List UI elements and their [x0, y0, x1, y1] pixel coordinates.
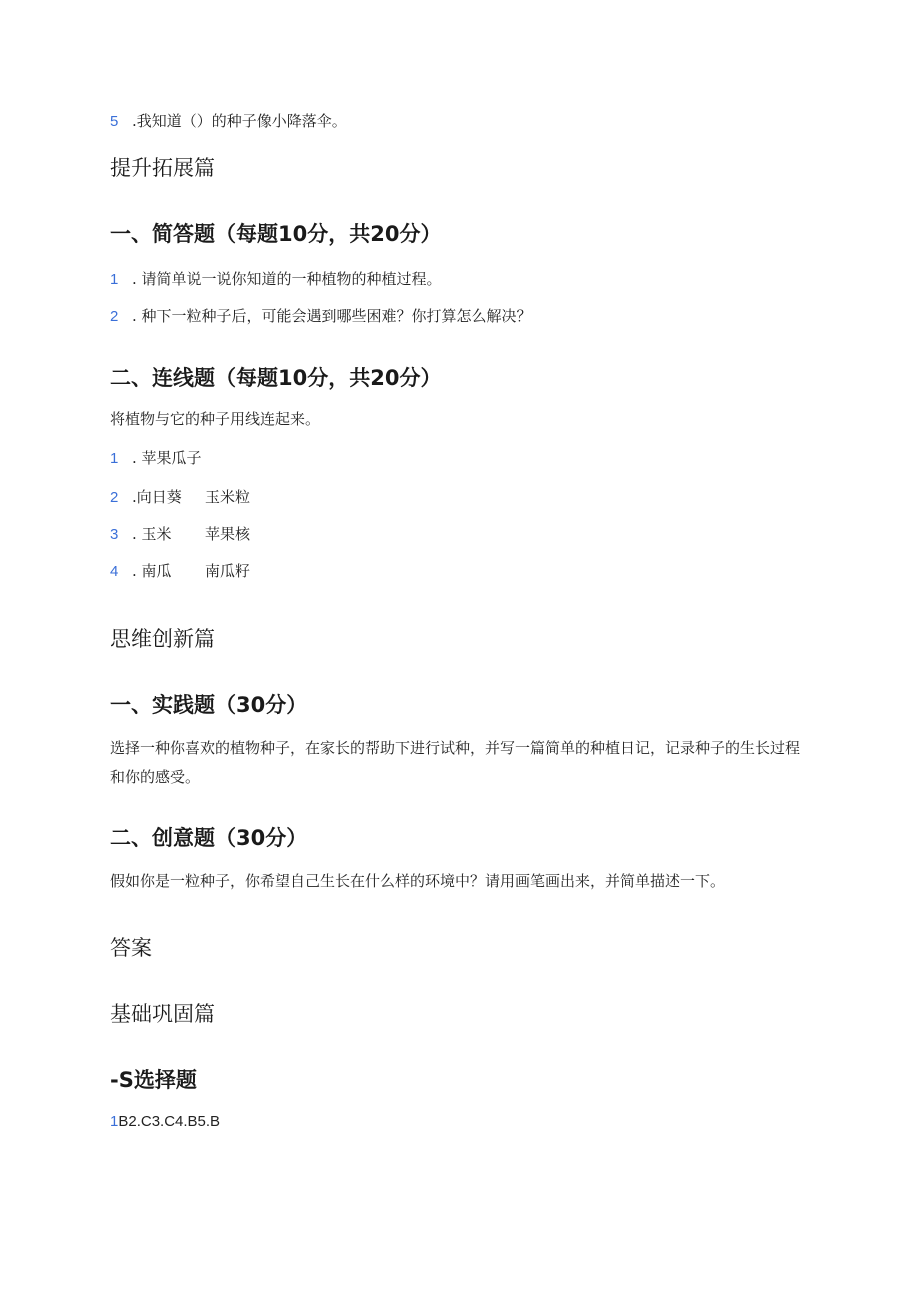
matching-left: . 南瓜: [132, 562, 172, 580]
section-title-advanced: 提升拓展篇: [110, 156, 215, 180]
practice-heading: 一、实践题（30分）: [110, 693, 308, 717]
question-number: 2: [110, 308, 119, 325]
question-number: 3: [110, 526, 119, 543]
matching-item-3: [110, 524, 410, 545]
question-number: 1: [110, 450, 119, 467]
answers-choice-line: [110, 1113, 220, 1130]
matching-right: 玉米粒: [205, 488, 251, 506]
matching-instruction: 将植物与它的种子用线连起来。: [110, 410, 321, 428]
short-answer-heading: 一、简答题（每题10分，共20分）: [110, 222, 442, 246]
question-number: 4: [110, 563, 119, 580]
question-number: 5: [110, 113, 119, 130]
answers-basic-title: 基础巩固篇: [110, 1002, 215, 1026]
idea-heading: 二、创意题（30分）: [110, 826, 308, 850]
answers-choice-heading: -S选择题: [110, 1068, 197, 1092]
matching-left: . 玉米: [132, 525, 172, 543]
matching-item-4: [110, 561, 410, 582]
short-answer-item-2: [110, 306, 532, 327]
answer-text: B2.C3.C4.B5.B: [118, 1113, 221, 1130]
matching-heading: 二、连线题（每题10分，共20分）: [110, 366, 442, 390]
question-text: .我知道（）的种子像小降落伞。: [132, 112, 347, 130]
matching-left: .向日葵: [132, 488, 182, 506]
matching-item-2: [110, 487, 410, 508]
matching-right: 苹果核: [205, 525, 251, 543]
question-number: 2: [110, 489, 119, 506]
idea-text: 假如你是一粒种子，你希望自己生长在什么样的环境中？请用画笔画出来，并简单描述一下。: [110, 872, 726, 890]
matching-left: . 苹果瓜子: [132, 449, 202, 467]
answers-title: 答案: [110, 936, 152, 960]
section-title-creative: 思维创新篇: [110, 627, 215, 651]
practice-text: 选择一种你喜欢的植物种子，在家长的帮助下进行试种，并写一篇简单的种植日记，记录种子的生长过程和你的感受。: [110, 739, 801, 786]
matching-item-1: [110, 448, 410, 469]
question-text: . 种下一粒种子后，可能会遇到哪些困难？你打算怎么解决？: [132, 307, 532, 325]
short-answer-item-1: [110, 269, 442, 290]
matching-right: 南瓜籽: [205, 562, 251, 580]
question-number: 1: [110, 271, 119, 288]
question-text: . 请简单说一说你知道的一种植物的种植过程。: [132, 270, 442, 288]
question-5: [110, 111, 347, 132]
answer-number: 1: [110, 1113, 119, 1130]
